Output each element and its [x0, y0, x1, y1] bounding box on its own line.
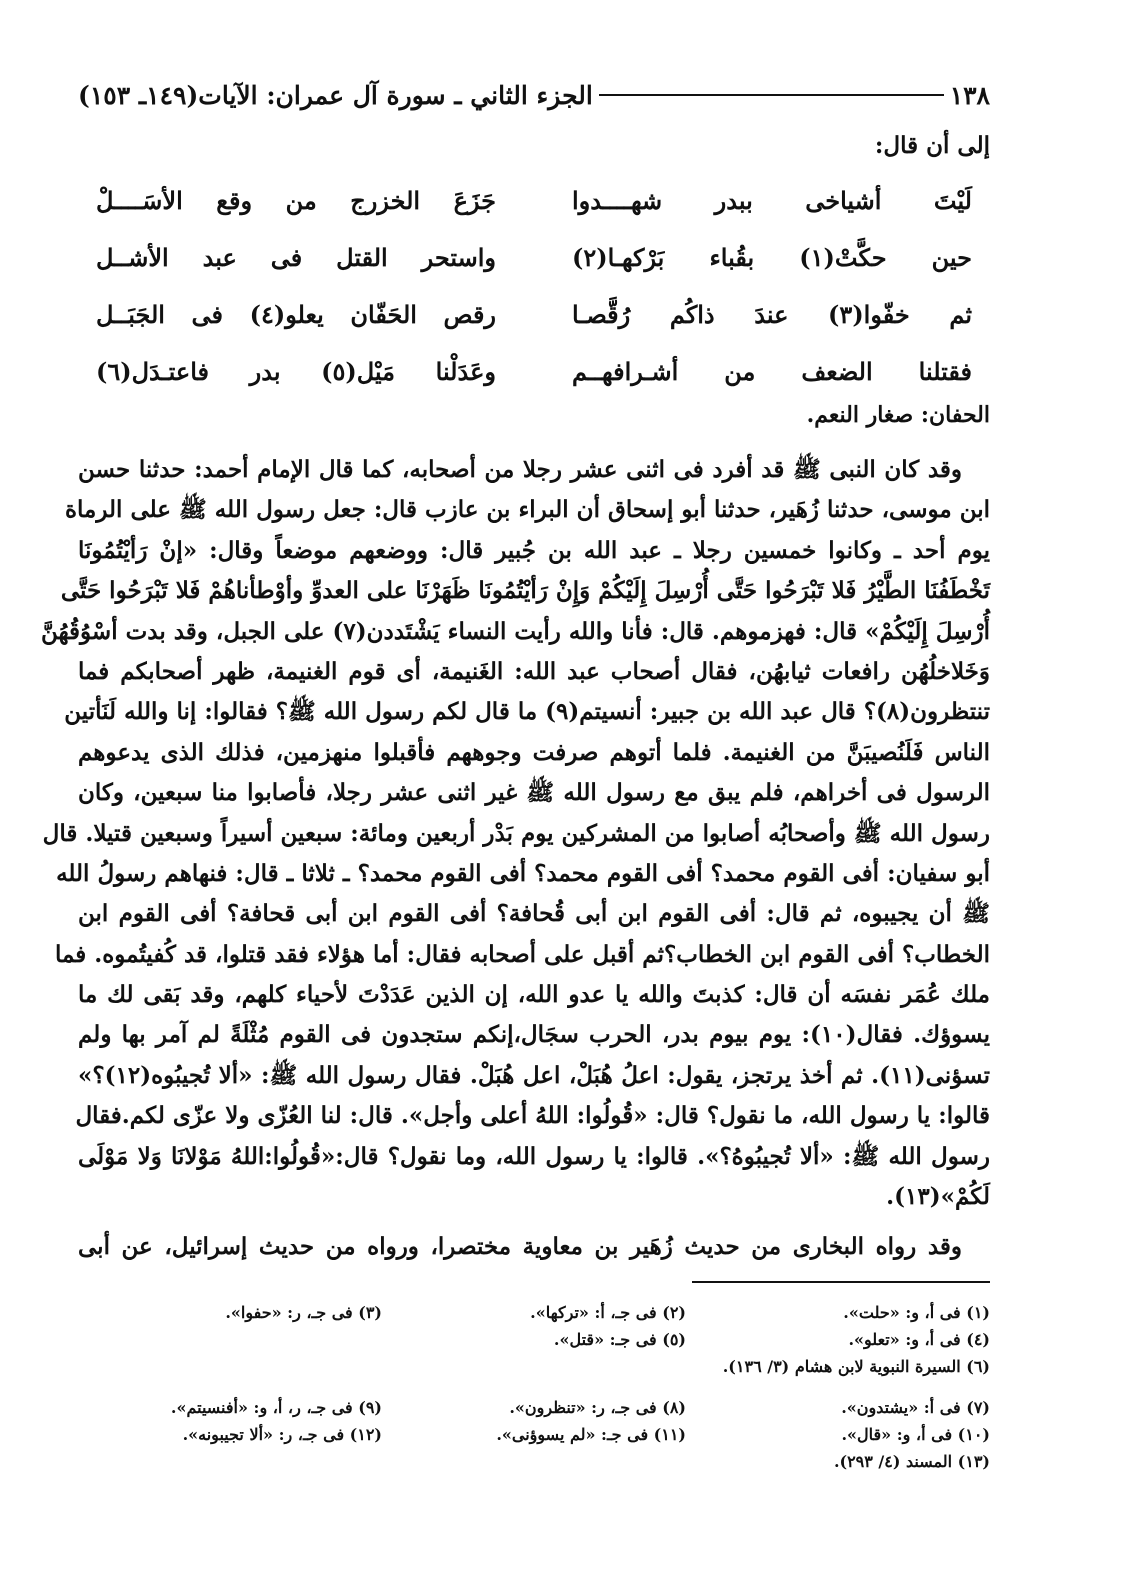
footnote-row: [78, 1353, 990, 1380]
verse-first-hemistich: فقتلنا الضعف من أشـرافهــم: [572, 357, 972, 386]
footnote-row: [78, 1326, 990, 1353]
header-rule: [599, 94, 944, 96]
footnote-row: [78, 1448, 990, 1475]
gloss-note: الحفان: صغار النعم.: [806, 402, 990, 428]
footnote: (١٢) فى جـ، ر: «ألا تجيبونه».: [182, 1425, 382, 1445]
text-line: يسوؤك. فقال(١٠): يوم بيوم بدر، الحرب سجَال،إنكم ستجدون فى القوم مُثْلَةً لم آمر بها ولم: [78, 1021, 990, 1049]
text-line: الناس فَلَنُصيبَنَّ من الغنيمة. فلما أتوهم صرفت وجوههم فأقبلوا منهزمين، فذلك الذى يدعوهم: [78, 738, 990, 766]
footnote-row: [78, 1299, 990, 1326]
text-line: لَكُمْ»(١٣).: [886, 1183, 990, 1211]
poem-verse: [78, 343, 990, 400]
page-number: ١٣٨: [949, 80, 990, 110]
footnotes: [78, 1299, 990, 1475]
text-line: الخطاب؟ أفى القوم ابن الخطاب؟ثم أقبل على أصحابه فقال: أما هؤلاء فقد قتلوا، قد كُفيتُموه. فما: [54, 940, 990, 968]
text-line: أُرْسِلَ إِلَيْكُمْ» قال: فهزموهم. قال: فأنا والله رأيت النساء يَشْتَددن(٧) على الجبل، وقد بدت أسْوُقُهُنَّ: [40, 617, 990, 645]
verse-second-hemistich: وعَدَلْنا مَيْل(٥) بدر فاعتـدَل(٦): [96, 357, 496, 386]
poem: [78, 172, 990, 400]
text-line: وَخَلاخلُهُن رافعات ثيابهُن، فقال أصحاب عبد الله: الغَنيمة، أى قوم الغنيمة، ظهر أصحابكم فما: [78, 657, 990, 685]
poem-verse: [78, 286, 990, 343]
text-line: الرسول فى أخراهم، فلم يبق مع رسول الله ﷺ غير اثنى عشر رجلا، فأصابوا منا سبعين، وكان: [78, 779, 990, 807]
main-paragraph: [40, 450, 990, 1217]
footnote: (٥) فى جـ: «قتل».: [553, 1330, 686, 1350]
text-line: تنتظرون(٨)؟ قال عبد الله بن جبير: أنسيتم(٩) ما قال لكم رسول الله ﷺ؟ فقالوا: إنا والله لَنَأتين: [64, 698, 990, 726]
footnote: (٦) السيرة النبوية لابن هشام (٣/ ١٣٦).: [722, 1357, 990, 1377]
footnote: (١) فى أ، و: «حلت».: [843, 1303, 990, 1323]
intro-line: إلى أن قال:: [874, 132, 990, 159]
footnote: (٩) فى جـ، ر، أ، و: «أفنسيتم».: [170, 1398, 382, 1418]
text-line: يوم أحد ـ وكانوا خمسين رجلا ـ عبد الله بن جُبير قال: ووضعهم موضعاً وقال: «إنْ رَأيْتُمُونَا: [78, 536, 990, 564]
footnote: (٨) فى جـ، ر: «تنظرون».: [509, 1398, 686, 1418]
footnote: (١١) فى جـ: «لم يسوؤنى».: [496, 1425, 686, 1445]
verse-first-hemistich: حين حكَّتْ(١) بقُباء بَرْكهـا(٢): [572, 243, 972, 272]
text-line: ابن موسى، حدثنا زُهَير، حدثنا أبو إسحاق أن البراء بن عازب قال: جعل رسول الله ﷺ على الرماة: [64, 496, 990, 524]
text-line: تَخْطَفُنَا الطَّيْرُ فَلا تَبْرَحُوا حَتَّى أُرْسِلَ إِلَيْكُمْ وَإِنْ رَأيْتُمُونَا ظَهَرْنَا على العدوِّ وأوْطأناهُمْ فَلا تَبْرَحُوا حَتَّى: [60, 577, 990, 605]
footnote-row: [78, 1394, 990, 1421]
footnote: (٢) فى جـ، أ: «تركها».: [530, 1303, 686, 1323]
verse-first-hemistich: لَيْتَ أشياخى ببدر شهــــدوا: [572, 186, 972, 215]
verse-second-hemistich: رقص الحَفّان يعلو(٤) فى الجَبَــل: [96, 300, 497, 329]
verse-first-hemistich: ثم خفّوا(٣) عندَ ذاكُم رُقَّصـا: [572, 300, 973, 329]
poem-verse: [78, 172, 990, 229]
running-title: الجزء الثاني ـ سورة آل عمران: الآيات(١٤٩ـ ١٥٣): [78, 80, 593, 110]
footnote: (١٠) فى أ، و: «قال».: [841, 1425, 990, 1445]
text-line: ملك عُمَر نفسَه أن قال: كذبتَ والله يا عدو الله، إن الذين عَدَدْتَ لأحياء كلهم، وقد بَقى لك ما: [78, 981, 990, 1009]
verse-second-hemistich: واستحر القتل فى عبد الأشــل: [96, 243, 496, 272]
footnote-separator: [692, 1281, 990, 1283]
footnote: (٣) فى جـ، ر: «حفوا».: [225, 1303, 382, 1323]
running-header: [78, 70, 990, 120]
verse-second-hemistich: جَزَعَ الخزرج من وقع الأسَــــلْ: [96, 186, 496, 215]
text-line: وقد كان النبى ﷺ قد أفرد فى اثنى عشر رجلا من أصحابه، كما قال الإمام أحمد: حدثنا حسن: [78, 456, 962, 483]
poem-verse: [78, 229, 990, 286]
footnote-row: [78, 1421, 990, 1448]
page: [40, 70, 990, 1475]
footnote: (٧) فى أ: «يشتدون».: [841, 1398, 990, 1418]
footnote: (١٣) المسند (٤/ ٢٩٣).: [833, 1452, 990, 1472]
text-line: أبو سفيان: أفى القوم محمد؟ أفى القوم محمد؟ أفى القوم محمد؟ ـ ثلاثا ـ قال: فنهاهم رسولُ الله: [56, 859, 990, 887]
text-line: وقد رواه البخارى من حديث زُهَير بن معاوية مختصرا، ورواه من حديث إسرائيل، عن أبى: [78, 1233, 962, 1261]
text-line: تسؤنى(١١). ثم أخذ يرتجز، يقول: اعلُ هُبَلْ، اعل هُبَلْ. فقال رسول الله ﷺ: «ألا تُجيبُوه(١٢)؟»: [78, 1061, 990, 1089]
text-line: قالوا: يا رسول الله، ما نقول؟ قال: «قُولُوا: اللهُ أعلى وأجل». قال: لنا العُزّى ولا عزّى لكم.فقال: [75, 1102, 990, 1130]
text-line: رسول الله ﷺ وأصحابُه أصابوا من المشركين يوم بَدْر أربعين ومائة: سبعين أسيراً وسبعين قتيلا. قال: [42, 819, 990, 847]
text-line: رسول الله ﷺ: «ألا تُجيبُوهُ؟». قالوا: يا رسول الله، وما نقول؟ قال:«قُولُوا:اللهُ مَوْلانَا وَلا مَوْلَى: [78, 1142, 990, 1170]
second-paragraph: [78, 1227, 990, 1267]
footnote: (٤) فى أ، و: «تعلو».: [848, 1330, 990, 1350]
text-line: ﷺ أن يجيبوه، ثم قال: أفى القوم ابن أبى قُحافة؟ أفى القوم ابن أبى قحافة؟ أفى القوم ابن: [78, 900, 990, 928]
